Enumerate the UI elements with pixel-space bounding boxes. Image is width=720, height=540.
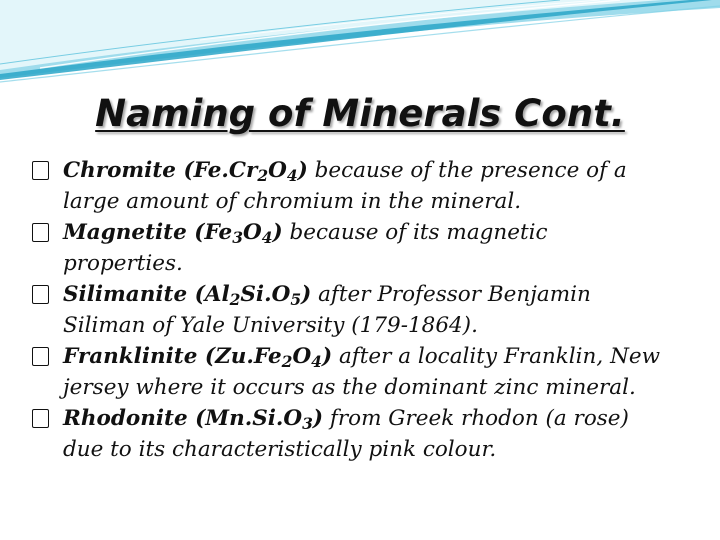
slide-title: Naming of Minerals Cont. (95, 92, 625, 135)
mineral-name (63, 220, 283, 245)
mineral-name (63, 344, 332, 369)
description-line-2: properties. (63, 251, 183, 276)
mineral-label: Franklinite (63, 344, 205, 369)
bullet-box-icon (32, 409, 49, 428)
bullet-box-icon (32, 161, 49, 180)
formula-text: (Mn.Si.O (195, 406, 303, 431)
formula-text: O (243, 220, 262, 245)
formula-text: O (292, 344, 312, 369)
mineral-label: Chromite (63, 158, 184, 183)
description-line-2: jersey where it occurs as the dominant zinc mineral. (63, 375, 636, 400)
formula-subscript: 4 (261, 227, 273, 247)
bullet-box-icon (32, 347, 49, 366)
formula-text: ) (312, 406, 324, 431)
bullet-list (30, 155, 705, 465)
formula-subscript: 2 (281, 351, 293, 371)
formula-subscript: 3 (232, 227, 243, 247)
formula-text: ) (321, 344, 333, 369)
formula-text: O (268, 158, 287, 183)
description-line-1: because of the presence of a (307, 158, 627, 183)
bullet-box-icon (32, 223, 49, 242)
list-item (30, 155, 705, 217)
formula-text: ) (297, 158, 308, 183)
description-line-1: because of its magnetic (282, 220, 548, 245)
description-line-1: after Professor Benjamin (311, 282, 591, 307)
bullet-box-icon (32, 285, 49, 304)
formula-text: (Zu.Fe (204, 344, 282, 369)
description-line-1: after a locality Franklin, New (332, 344, 661, 369)
wave-decoration (0, 0, 720, 100)
mineral-name (63, 158, 308, 183)
formula-subscript: 3 (302, 413, 313, 433)
description-line-2: large amount of chromium in the mineral. (63, 189, 522, 214)
formula-subscript: 2 (257, 165, 269, 185)
list-item (30, 217, 705, 279)
list-item (30, 403, 705, 465)
formula-subscript: 2 (229, 289, 241, 309)
mineral-label: Rhodonite (63, 406, 196, 431)
description-line-2: Siliman of Yale University (179-1864). (63, 313, 478, 338)
formula-text: ) (301, 282, 312, 307)
mineral-label: Silimanite (63, 282, 195, 307)
formula-subscript: 4 (286, 165, 298, 185)
formula-text: (Fe.Cr (183, 158, 258, 183)
formula-subscript: 5 (290, 289, 302, 309)
description-line-1: from Greek rhodon (a rose) (323, 406, 629, 431)
description-line-2: due to its characteristically pink colour. (63, 437, 497, 462)
mineral-name (63, 406, 323, 431)
formula-text: (Fe (194, 220, 233, 245)
mineral-name (63, 282, 311, 307)
formula-text: Si.O (240, 282, 291, 307)
formula-text: (Al (194, 282, 230, 307)
formula-text: ) (272, 220, 283, 245)
formula-subscript: 4 (311, 351, 322, 371)
mineral-label: Magnetite (63, 220, 195, 245)
list-item (30, 341, 705, 403)
list-item (30, 279, 705, 341)
